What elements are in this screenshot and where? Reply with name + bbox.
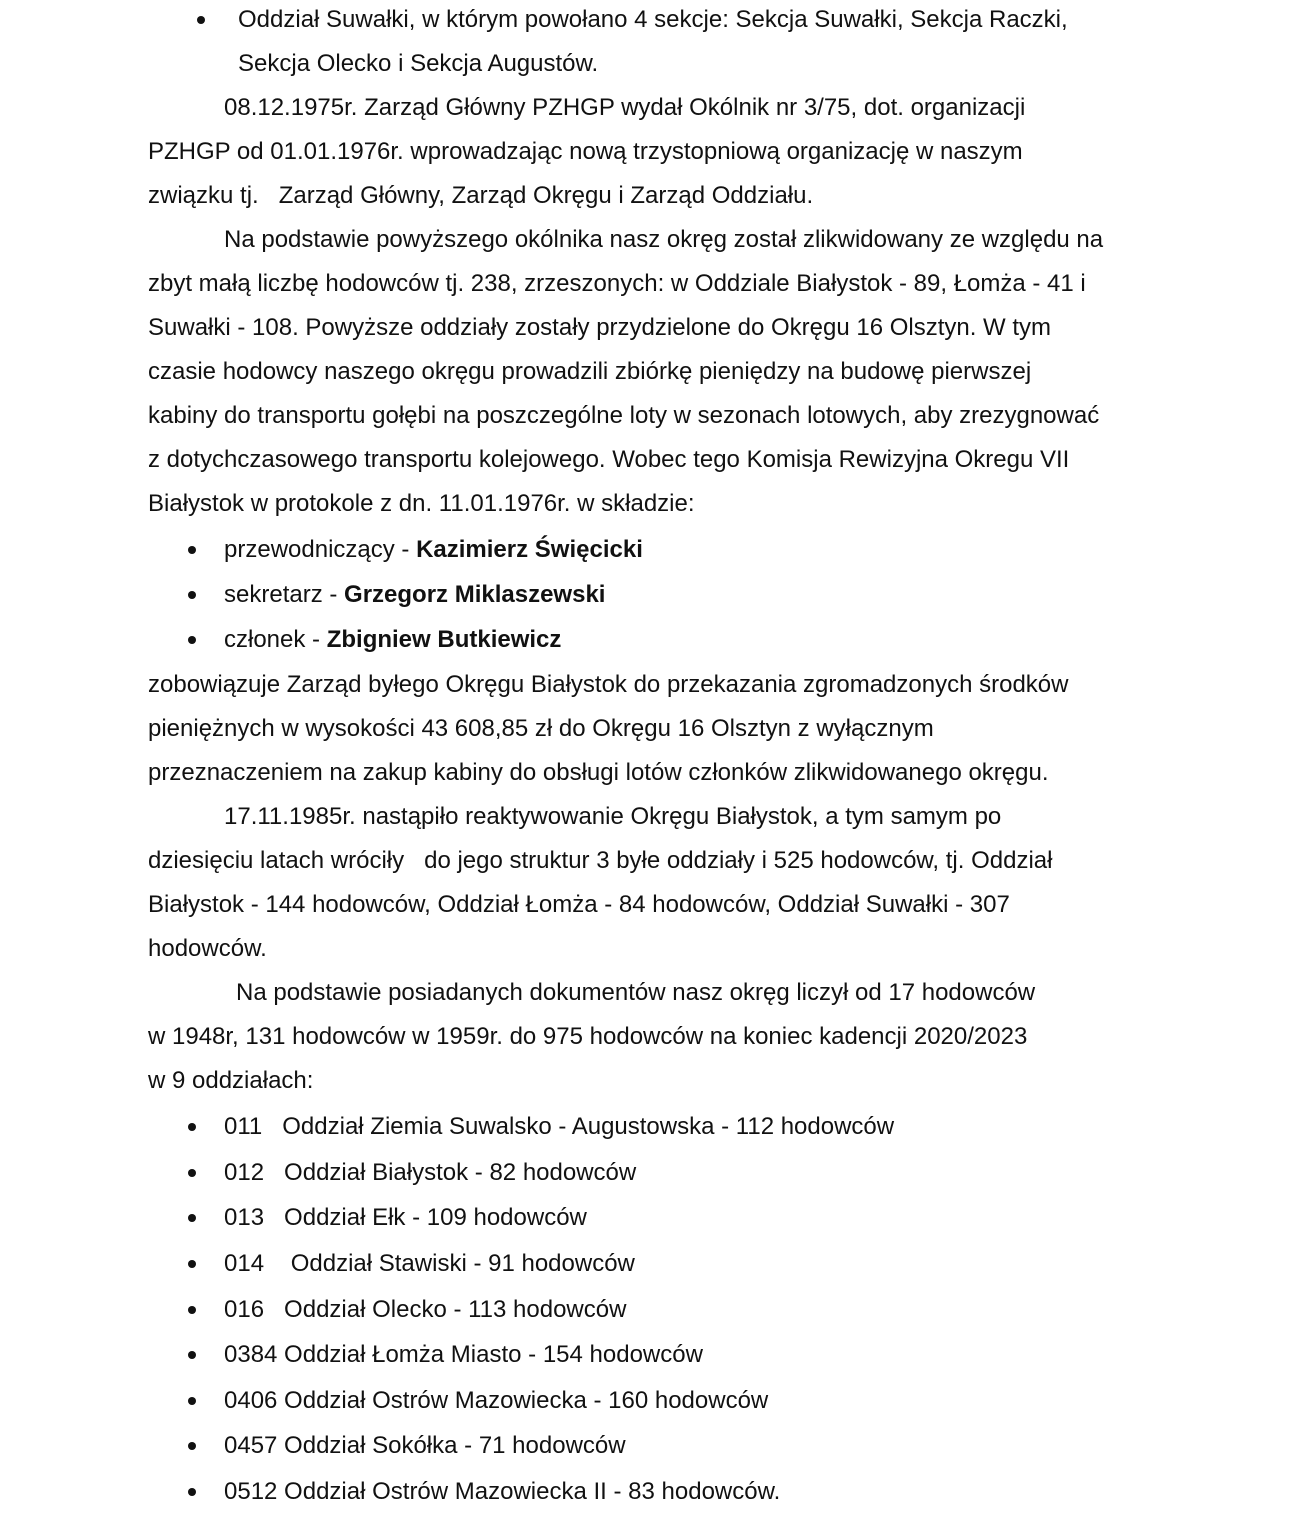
bullet-icon	[197, 16, 205, 24]
committee-name: Grzegorz Miklaszewski	[344, 581, 606, 608]
paragraph-2-line-7: Białystok w protokole z dn. 11.01.1976r. w składzie:	[148, 490, 695, 517]
suwalki-item-line-2: Sekcja Olecko i Sekcja Augustów.	[238, 50, 599, 77]
suwalki-item-line-1: Oddział Suwałki, w którym powołano 4 sekcje: Sekcja Suwałki, Sekcja Raczki,	[238, 6, 1068, 33]
paragraph-2-line-1: Na podstawie powyższego okólnika nasz okręg został zlikwidowany ze względu na	[224, 226, 1104, 253]
bullet-icon	[188, 1488, 196, 1496]
branch-list-item: 012 Oddział Białystok - 82 hodowców	[224, 1159, 637, 1186]
paragraph-3-line-2: pieniężnych w wysokości 43 608,85 zł do Okręgu 16 Olsztyn z wyłącznym	[148, 715, 934, 742]
committee-name: Zbigniew Butkiewicz	[326, 626, 562, 653]
branch-list-item: 0457 Oddział Sokółka - 71 hodowców	[224, 1432, 626, 1459]
bullet-icon	[188, 1169, 196, 1177]
committee-role: członek -	[224, 626, 327, 653]
committee-role: przewodniczący -	[224, 536, 417, 563]
bullet-icon	[188, 1397, 196, 1405]
committee-role: sekretarz -	[224, 581, 345, 608]
branch-list-item: 013 Oddział Ełk - 109 hodowców	[224, 1204, 587, 1231]
paragraph-5-line-2: w 1948r, 131 hodowców w 1959r. do 975 hodowców na koniec kadencji 2020/2023	[148, 1023, 1028, 1050]
paragraph-5-line-1: Na podstawie posiadanych dokumentów nasz okręg liczył od 17 hodowców	[236, 979, 1036, 1006]
paragraph-2-line-3: Suwałki - 108. Powyższe oddziały zostały przydzielone do Okręgu 16 Olsztyn. W tym	[148, 314, 1052, 341]
bullet-icon	[188, 1351, 196, 1359]
paragraph-1-line-1: 08.12.1975r. Zarząd Główny PZHGP wydał Okólnik nr 3/75, dot. organizacji	[224, 94, 1026, 121]
committee-item	[224, 580, 605, 610]
bullet-icon	[188, 1306, 196, 1314]
branch-list-item: 016 Oddział Olecko - 113 hodowców	[224, 1296, 627, 1323]
branch-list-item: 011 Oddział Ziemia Suwalsko - Augustowska - 112 hodowców	[224, 1113, 895, 1140]
paragraph-4-line-2: dziesięciu latach wróciły do jego struktur 3 byłe oddziały i 525 hodowców, tj. Oddział	[148, 847, 1053, 874]
bullet-icon	[188, 1260, 196, 1268]
branch-list-item: 014 Oddział Stawiski - 91 hodowców	[224, 1250, 635, 1277]
paragraph-5-line-3: w 9 oddziałach:	[148, 1067, 314, 1094]
branch-list-item: 0384 Oddział Łomża Miasto - 154 hodowców	[224, 1341, 703, 1368]
paragraph-1-line-2: PZHGP od 01.01.1976r. wprowadzając nową trzystopniową organizację w naszym	[148, 138, 1023, 165]
bullet-icon	[188, 591, 196, 599]
paragraph-4-line-3: Białystok - 144 hodowców, Oddział Łomża - 84 hodowców, Oddział Suwałki - 307	[148, 891, 1010, 918]
paragraph-2-line-5: kabiny do transportu gołębi na poszczególne loty w sezonach lotowych, aby zrezygnować	[148, 402, 1100, 429]
paragraph-1-line-3: związku tj. Zarząd Główny, Zarząd Okręgu i Zarząd Oddziału.	[148, 182, 814, 209]
bullet-icon	[188, 1442, 196, 1450]
paragraph-4-line-1: 17.11.1985r. nastąpiło reaktywowanie Okręgu Białystok, a tym samym po	[224, 803, 1002, 830]
paragraph-2-line-6: z dotychczasowego transportu kolejowego. Wobec tego Komisja Rewizyjna Okregu VII	[148, 446, 1070, 473]
committee-item	[224, 625, 561, 655]
bullet-icon	[188, 636, 196, 644]
paragraph-3-line-1: zobowiązuje Zarząd byłego Okręgu Białystok do przekazania zgromadzonych środków	[148, 671, 1069, 698]
branch-list-item: 0406 Oddział Ostrów Mazowiecka - 160 hodowców	[224, 1387, 769, 1414]
branch-list-item: 0512 Oddział Ostrów Mazowiecka II - 83 hodowców.	[224, 1478, 781, 1505]
paragraph-4-line-4: hodowców.	[148, 935, 267, 962]
paragraph-2-line-2: zbyt małą liczbę hodowców tj. 238, zrzeszonych: w Oddziale Białystok - 89, Łomża - 41 i	[148, 270, 1086, 297]
bullet-icon	[188, 546, 196, 554]
bullet-icon	[188, 1123, 196, 1131]
paragraph-3-line-3: przeznaczeniem na zakup kabiny do obsługi lotów członków zlikwidowanego okręgu.	[148, 759, 1049, 786]
committee-item	[224, 535, 643, 565]
committee-name: Kazimierz Święcicki	[416, 536, 643, 563]
bullet-icon	[188, 1214, 196, 1222]
paragraph-2-line-4: czasie hodowcy naszego okręgu prowadzili zbiórkę pieniędzy na budowę pierwszej	[148, 358, 1032, 385]
